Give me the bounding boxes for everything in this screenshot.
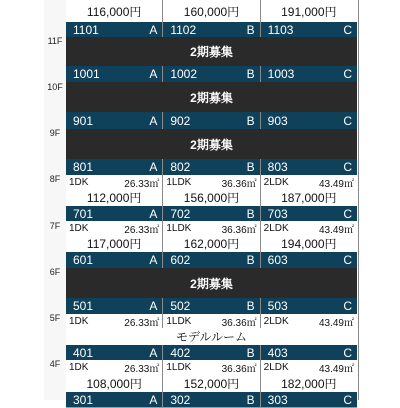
unit-cell-a[interactable]: 801 A bbox=[66, 159, 163, 175]
spec-cell: 2LDK 43.49㎡ bbox=[263, 222, 354, 236]
floor-label-9: 9F bbox=[49, 128, 61, 138]
price-cell: 112,000円 bbox=[66, 189, 163, 206]
spec-row-4 bbox=[66, 360, 357, 375]
price-cell: 116,000円 bbox=[66, 0, 163, 22]
floor-label-7: 7F bbox=[49, 221, 61, 231]
spec-cell: 1LDK 36.36㎡ bbox=[163, 314, 260, 328]
unit-header-row-6 bbox=[66, 252, 357, 269]
unit-cell-a[interactable]: 301 A bbox=[66, 392, 163, 407]
spec-cell: 2LDK 43.49㎡ bbox=[263, 176, 354, 190]
unit-cell-a[interactable]: 1101 A bbox=[66, 22, 163, 37]
unit-grid bbox=[66, 0, 357, 407]
unit-cell-b[interactable]: 702 B bbox=[163, 206, 260, 221]
unit-cell-a[interactable]: 901 A bbox=[66, 112, 163, 129]
unit-cell-a[interactable]: 401 A bbox=[66, 345, 163, 360]
unit-cell-b[interactable]: 1102 B bbox=[163, 22, 260, 37]
unit-header-row-3 bbox=[66, 392, 357, 408]
unit-header-row-4 bbox=[66, 345, 357, 361]
unit-header-row-11 bbox=[66, 22, 357, 38]
price-row-7 bbox=[66, 235, 357, 253]
unit-cell-a[interactable]: 701 A bbox=[66, 206, 163, 221]
unit-cell-c[interactable]: 403 C bbox=[267, 345, 352, 360]
unit-cell-a[interactable]: 501 A bbox=[66, 298, 163, 314]
spec-cell: 1LDK 36.36㎡ bbox=[163, 360, 260, 374]
unit-cell-b[interactable]: 802 B bbox=[163, 159, 260, 175]
second-phase-banner: 2期募集 bbox=[66, 129, 357, 159]
unit-header-row-5 bbox=[66, 298, 357, 315]
spec-cell: 1LDK 36.36㎡ bbox=[163, 175, 260, 189]
price-row-4 bbox=[66, 374, 357, 393]
spec-cell: 1DK 26.33㎡ bbox=[66, 221, 163, 235]
price-cell: 182,000円 bbox=[281, 376, 337, 391]
price-cell: 187,000円 bbox=[281, 191, 337, 205]
unit-cell-c[interactable]: 703 C bbox=[267, 206, 352, 221]
unit-cell-c[interactable]: 1003 C bbox=[267, 67, 352, 81]
price-cell: 194,000円 bbox=[281, 237, 337, 251]
unit-cell-b[interactable]: 1002 B bbox=[163, 66, 260, 82]
unit-header-row-7 bbox=[66, 206, 357, 222]
unit-cell-c[interactable]: 503 C bbox=[267, 299, 352, 313]
spec-row-5 bbox=[66, 314, 357, 329]
unit-cell-b[interactable]: 302 B bbox=[163, 392, 260, 407]
unit-cell-c[interactable]: 303 C bbox=[267, 392, 352, 407]
spec-row-7 bbox=[66, 221, 357, 236]
unit-header-row-8 bbox=[66, 159, 357, 176]
unit-header-row-9 bbox=[66, 112, 357, 130]
floor-label-4: 4F bbox=[49, 359, 61, 369]
price-cell: 152,000円 bbox=[163, 374, 260, 392]
floor-label-6: 6F bbox=[49, 267, 61, 277]
second-phase-banner: 2期募集 bbox=[66, 37, 357, 66]
second-phase-banner: 2期募集 bbox=[66, 82, 357, 112]
floor-label-8: 8F bbox=[49, 174, 61, 184]
price-cell: 117,000円 bbox=[66, 235, 163, 252]
price-cell: 108,000円 bbox=[66, 374, 163, 392]
floor-label-5: 5F bbox=[49, 313, 61, 323]
model-room-label: モデルルーム bbox=[66, 328, 357, 346]
price-cell: 162,000円 bbox=[163, 235, 260, 252]
unit-cell-b[interactable]: 402 B bbox=[163, 345, 260, 360]
floor-label-10: 10F bbox=[47, 82, 63, 92]
unit-header-row-10 bbox=[66, 66, 357, 83]
floor-label-11: 11F bbox=[47, 36, 63, 46]
floor-column bbox=[44, 0, 67, 400]
unit-cell-c[interactable]: 1103 C bbox=[267, 22, 352, 37]
unit-cell-c[interactable]: 603 C bbox=[267, 253, 352, 267]
spec-cell: 1DK 26.33㎡ bbox=[66, 360, 163, 374]
price-cell: 156,000円 bbox=[163, 189, 260, 206]
spec-cell: 1LDK 36.36㎡ bbox=[163, 221, 260, 235]
spec-row-8 bbox=[66, 175, 357, 190]
unit-cell-b[interactable]: 902 B bbox=[163, 112, 260, 129]
unit-cell-b[interactable]: 502 B bbox=[163, 298, 260, 314]
price-row-8 bbox=[66, 189, 357, 207]
unit-cell-b[interactable]: 602 B bbox=[163, 252, 260, 268]
spec-cell: 1DK 26.33㎡ bbox=[66, 175, 163, 189]
unit-cell-a[interactable]: 1001 A bbox=[66, 66, 163, 82]
spec-cell: 1DK 26.33㎡ bbox=[66, 314, 163, 328]
spec-cell: 2LDK 43.49㎡ bbox=[263, 361, 354, 375]
price-cell: 191,000円 bbox=[281, 4, 337, 19]
unit-cell-c[interactable]: 803 C bbox=[267, 160, 352, 174]
price-row-12 bbox=[66, 0, 357, 23]
spec-cell: 2LDK 43.49㎡ bbox=[263, 315, 354, 329]
price-cell: 160,000円 bbox=[163, 0, 260, 22]
unit-cell-c[interactable]: 903 C bbox=[267, 113, 352, 128]
unit-cell-a[interactable]: 601 A bbox=[66, 252, 163, 268]
second-phase-banner: 2期募集 bbox=[66, 268, 357, 298]
